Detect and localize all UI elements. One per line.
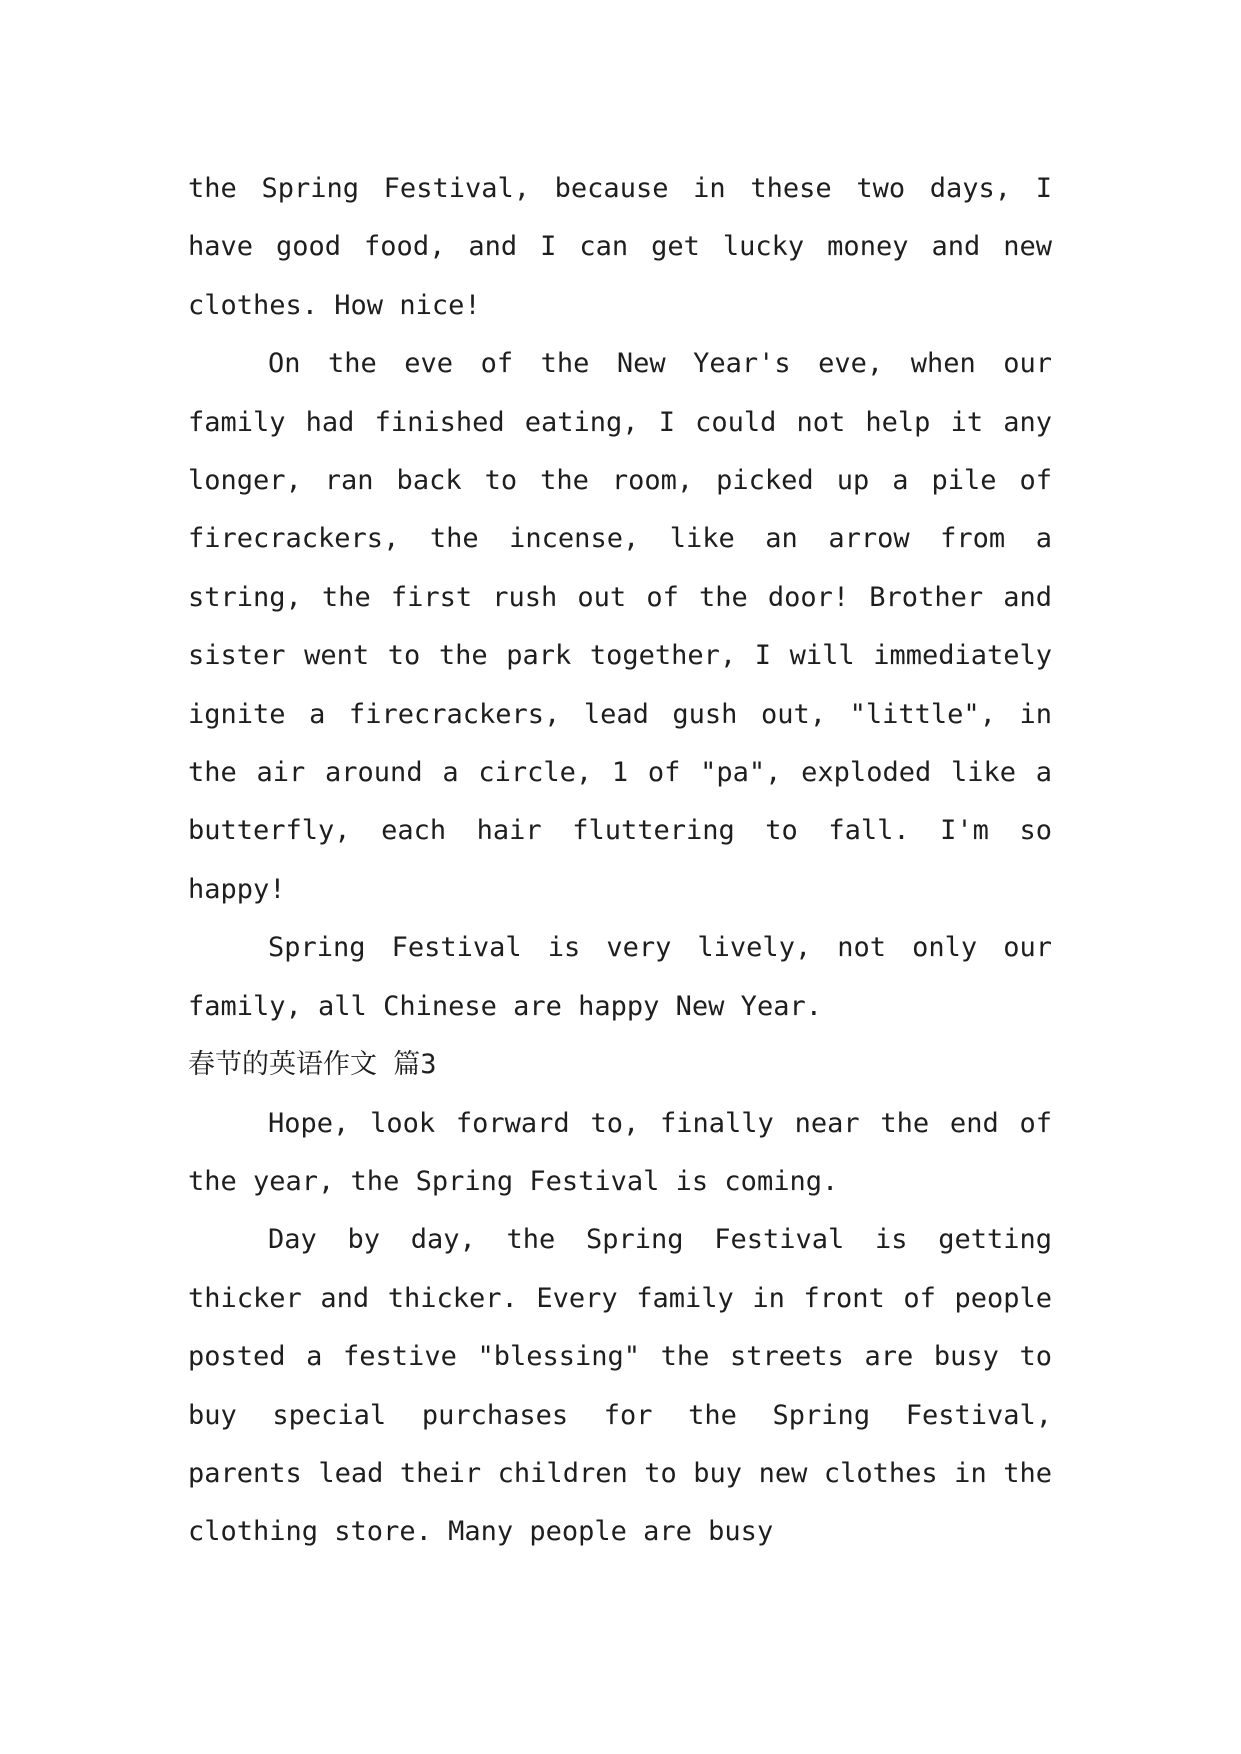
document-body bbox=[188, 160, 1052, 1562]
paragraph-continuation: the Spring Festival, because in these two days, I have good food, and I can get lucky money and new clothes. How nice! bbox=[188, 173, 1052, 321]
paragraph-day-by-day: Day by day, the Spring Festival is getting thicker and thicker. Every family in front of people posted a festive "blessing" the streets are busy to buy special purchases for the Spring Festival, parents lead their children to buy new clothes in the clothing store. Many people are busy bbox=[188, 1224, 1052, 1548]
paragraph-hope: Hope, look forward to, finally near the end of the year, the Spring Festival is coming. bbox=[188, 1107, 1052, 1197]
section-heading: 春节的英语作文 篇3 bbox=[188, 1049, 437, 1081]
paragraph-new-years-eve: On the eve of the New Year's eve, when our family had finished eating, I could not help it any longer, ran back to the room, picked up a pile of firecrackers, the incense, like an arrow from a string, the first rush out of the door! Brother and sister went to the park together, I will immediately ignite a firecrackers, lead gush out, "little", in the air around a circle, 1 of "pa", exploded like a butterfly, each hair fluttering to fall. I'm so happy! bbox=[188, 348, 1052, 905]
paragraph-lively-festival: Spring Festival is very lively, not only our family, all Chinese are happy New Year. bbox=[188, 932, 1052, 1022]
